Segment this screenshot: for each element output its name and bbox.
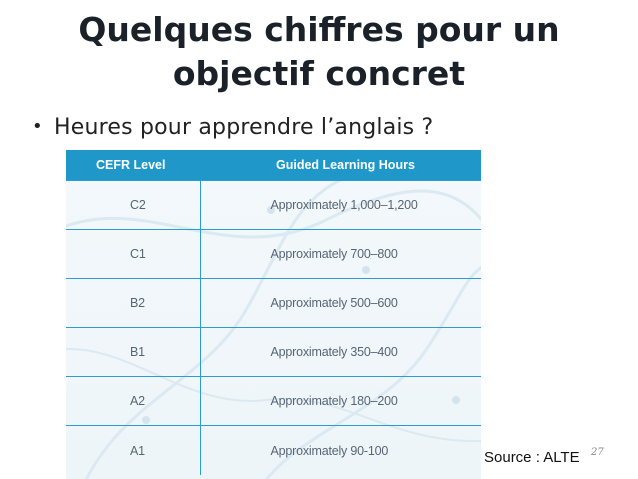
cell-hours: Approximately 500–600 xyxy=(200,279,481,328)
slide-title xyxy=(0,8,638,96)
header-guided-hours: Guided Learning Hours xyxy=(200,150,481,181)
table-header-row xyxy=(66,150,481,181)
table-row xyxy=(66,426,481,476)
cell-level: B1 xyxy=(66,328,200,377)
cell-level: C2 xyxy=(66,181,200,230)
cell-hours: Approximately 180–200 xyxy=(200,377,481,426)
table-row xyxy=(66,279,481,328)
cell-hours: Approximately 350–400 xyxy=(200,328,481,377)
cell-level: A1 xyxy=(66,426,200,476)
header-cefr-level: CEFR Level xyxy=(66,150,200,181)
bullet-icon: • xyxy=(32,116,43,137)
table-row xyxy=(66,181,481,230)
cell-hours: Approximately 700–800 xyxy=(200,230,481,279)
table-row xyxy=(66,230,481,279)
bullet-text: Heures pour apprendre l’anglais ? xyxy=(54,115,434,140)
bullet-item xyxy=(32,115,433,140)
cell-level: C1 xyxy=(66,230,200,279)
table-row xyxy=(66,377,481,426)
cell-hours: Approximately 1,000–1,200 xyxy=(200,181,481,230)
cell-hours: Approximately 90-100 xyxy=(200,426,481,476)
cell-level: A2 xyxy=(66,377,200,426)
cefr-table xyxy=(66,150,481,475)
table-row xyxy=(66,328,481,377)
slide-title-line-1: Quelques chiffres pour un xyxy=(78,10,560,49)
source-citation: Source : ALTE xyxy=(484,449,580,466)
cefr-hours-table-image xyxy=(66,150,481,479)
page-number: 27 xyxy=(591,447,604,458)
cell-level: B2 xyxy=(66,279,200,328)
slide-title-line-2: objectif concret xyxy=(172,54,466,93)
